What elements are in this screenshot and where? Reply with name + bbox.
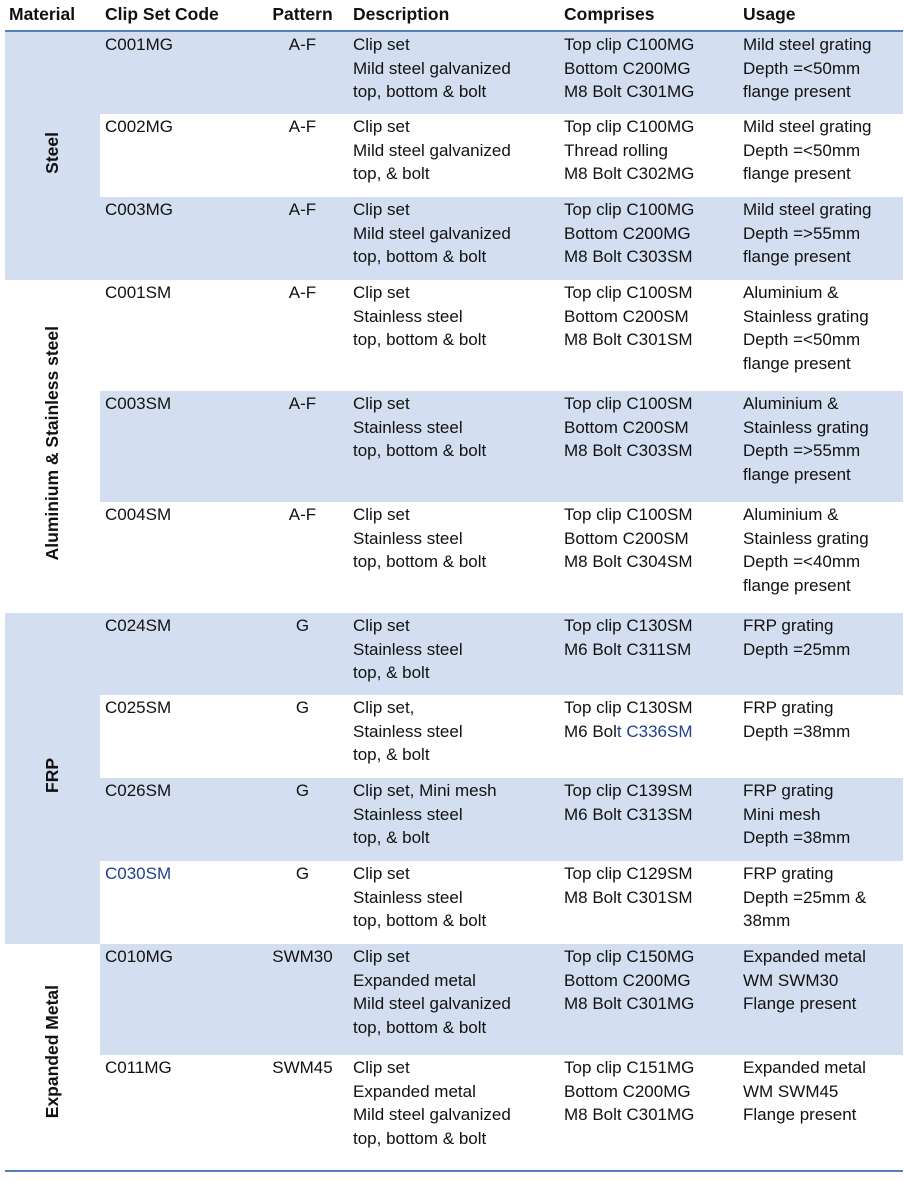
comprises-line: Top clip C130SM [564,616,693,635]
table-row [5,861,903,944]
table-row [5,391,903,502]
code-cell: C024SM [100,613,257,695]
description-line: top, & bolt [353,164,430,184]
pattern-cell: G [257,778,348,861]
comprises-line: Bottom C200MG [564,58,691,78]
description-line: top, & bolt [353,745,430,765]
comprises-cell [559,502,738,613]
description-line: top, & bolt [353,663,430,683]
table-row [5,114,903,197]
usage-cell [738,280,903,391]
material-label: Expanded Metal [41,985,62,1119]
pattern-cell: A-F [288,283,317,302]
comprises-line: Bottom C200MG [564,223,691,243]
pattern-cell: SWM30 [257,944,348,1055]
usage-line: Mild steel grating [743,117,872,136]
comprises-cell [559,391,738,502]
comprises-line: M8 Bolt C304SM [564,552,693,572]
usage-line: Depth =>55mm [743,223,861,243]
code-cell: C030SM [105,864,172,883]
description-line: Clip set [353,864,410,883]
usage-cell [738,114,903,197]
usage-line: WM SWM30 [743,970,839,990]
comprises-line: M8 Bolt C301SM [564,887,693,907]
comprises-cell [559,31,738,114]
usage-cell [738,778,903,861]
description-line: Clip set [353,394,410,413]
comprises-line: Top clip C100SM [564,394,693,413]
usage-line: Expanded metal [743,947,866,966]
usage-line: Expanded metal [743,1058,866,1077]
comprises-line: Bottom C200SM [564,306,689,326]
usage-line: WM SWM45 [743,1081,839,1101]
description-line: Stainless steel [353,528,463,548]
description-line: top, bottom & bolt [353,1017,487,1037]
usage-line: Stainless grating [743,306,869,326]
usage-line: Mild steel grating [743,35,872,54]
code-cell: C002MG [105,117,174,136]
usage-line: Mini mesh [743,804,821,824]
comprises-line: Top clip C130SM [564,698,693,717]
usage-line: Depth =<50mm [743,140,861,160]
usage-cell [738,861,903,944]
code-cell: C003MG [100,197,257,280]
usage-line: flange present [743,247,851,267]
usage-line: Flange present [743,1105,857,1125]
usage-cell [738,31,903,114]
comprises-cell [559,1055,738,1166]
usage-line: Stainless grating [743,528,869,548]
code-cell: C001SM [105,283,172,302]
comprises-cell [559,944,738,1055]
description-cell [348,778,559,861]
comprises-cell [559,695,738,778]
clip-set-table [5,0,903,1166]
usage-line: FRP grating [743,864,834,883]
description-cell [348,197,559,280]
material-cell [5,944,100,1166]
comprises-line: Top clip C100MG [564,200,695,219]
header-pattern: Pattern [257,0,348,31]
usage-line: flange present [743,82,851,102]
code-cell: C011MG [105,1058,172,1077]
usage-line: Depth =<40mm [743,552,861,572]
description-cell [348,861,559,944]
comprises-line: Top clip C129SM [564,864,693,883]
usage-cell [738,197,903,280]
table-row [5,695,903,778]
usage-line: Aluminium & [743,283,839,302]
description-line: Clip set, [353,698,415,717]
header-code: Clip Set Code [100,0,257,31]
table-row [5,502,903,613]
description-line: Clip set [353,283,410,302]
table-row [5,280,903,391]
description-cell [348,114,559,197]
comprises-line: M8 Bolt C302MG [564,164,695,184]
comprises-text-highlight: t C336SM [616,721,693,741]
usage-line: flange present [743,464,851,484]
material-label: Steel [41,131,62,174]
comprises-line: M8 Bolt C303SM [564,247,693,267]
description-line: Clip set [353,1058,410,1077]
comprises-line: M8 Bolt C303SM [564,441,693,461]
description-line: Clip set [353,117,410,136]
comprises-text-plain: M6 Bol [564,721,617,741]
comprises-line: Top clip C100SM [564,505,693,524]
description-cell [348,31,559,114]
material-label: FRP [41,757,62,793]
code-cell: C026SM [100,778,257,861]
usage-cell [738,613,903,695]
description-line: Mild steel galvanized [353,1105,511,1125]
header-description: Description [348,0,559,31]
usage-line: Depth =38mm [743,721,851,741]
comprises-line: M8 Bolt C301MG [564,1105,695,1125]
pattern-cell: SWM45 [272,1058,333,1077]
description-line: Expanded metal [353,970,476,990]
pattern-cell: G [295,864,310,883]
description-cell [348,280,559,391]
material-cell [5,613,100,944]
description-line: Clip set, Mini mesh [353,781,497,800]
comprises-cell [559,280,738,391]
description-line: Clip set [353,616,410,635]
usage-line: Aluminium & [743,394,839,413]
usage-line: Depth =<50mm [743,58,861,78]
description-cell [348,391,559,502]
header-row [5,0,903,31]
usage-line: Mild steel grating [743,200,872,219]
usage-line: FRP grating [743,616,834,635]
description-line: top, bottom & bolt [353,911,487,931]
comprises-line: Bottom C200SM [564,417,689,437]
table-row [5,944,903,1055]
comprises-line: M6 Bolt C313SM [564,804,693,824]
comprises-cell [559,778,738,861]
table-row [5,1055,903,1166]
table-row [5,778,903,861]
description-line: top, bottom & bolt [353,552,487,572]
usage-line: flange present [743,164,851,184]
usage-cell [738,502,903,613]
comprises-cell [559,114,738,197]
code-cell: C010MG [100,944,257,1055]
usage-line: Aluminium & [743,505,839,524]
description-line: Clip set [353,505,410,524]
pattern-cell: A-F [257,197,348,280]
comprises-line: Bottom C200MG [564,970,691,990]
code-cell: C004SM [105,505,172,524]
pattern-cell: A-F [257,391,348,502]
description-cell [348,944,559,1055]
description-line: top, bottom & bolt [353,82,487,102]
comprises-line: Top clip C100MG [564,35,695,54]
description-line: top, bottom & bolt [353,1128,487,1148]
pattern-cell: A-F [288,505,317,524]
description-line: Stainless steel [353,721,463,741]
header-material: Material [5,0,100,31]
description-line: top, bottom & bolt [353,330,487,350]
description-line: Clip set [353,947,410,966]
comprises-line: Top clip C151MG [564,1058,695,1077]
comprises-line: M8 Bolt C301MG [564,82,695,102]
table-row [5,613,903,695]
pattern-cell: A-F [257,31,348,114]
description-line: top, bottom & bolt [353,441,487,461]
usage-cell [738,1055,903,1166]
comprises-line: Top clip C100MG [564,117,695,136]
description-cell [348,695,559,778]
description-line: Stainless steel [353,417,463,437]
comprises-line-split [564,720,738,744]
description-line: Stainless steel [353,804,463,824]
description-line: top, bottom & bolt [353,247,487,267]
usage-line: Depth =25mm [743,639,851,659]
usage-line: Flange present [743,994,857,1014]
comprises-line: Thread rolling [564,140,668,160]
pattern-cell: G [295,698,310,717]
usage-line: Stainless grating [743,417,869,437]
usage-line: flange present [743,575,851,595]
usage-line: FRP grating [743,781,834,800]
comprises-line: M6 Bolt C311SM [564,639,692,659]
description-cell [348,613,559,695]
description-line: Mild steel galvanized [353,994,511,1014]
description-line: Expanded metal [353,1081,476,1101]
comprises-line: Bottom C200MG [564,1081,691,1101]
table-row [5,31,903,114]
usage-line: flange present [743,353,851,373]
comprises-line: Top clip C139SM [564,781,693,800]
comprises-line: Top clip C150MG [564,947,695,966]
usage-line: Depth =>55mm [743,441,861,461]
usage-line: Depth =25mm & [743,887,867,907]
description-line: Stainless steel [353,887,463,907]
pattern-cell: A-F [288,117,317,136]
material-cell [5,31,100,280]
description-cell [348,1055,559,1166]
comprises-cell [559,861,738,944]
description-cell [348,502,559,613]
code-cell: C001MG [100,31,257,114]
header-comprises: Comprises [559,0,738,31]
comprises-line: Bottom C200SM [564,528,689,548]
usage-cell [738,391,903,502]
description-line: top, & bolt [353,828,430,848]
description-line: Stainless steel [353,306,463,326]
description-line: Clip set [353,200,410,219]
comprises-line: Top clip C100SM [564,283,693,302]
usage-line: Depth =<50mm [743,330,861,350]
description-line: Stainless steel [353,639,463,659]
description-line: Mild steel galvanized [353,223,511,243]
comprises-cell [559,613,738,695]
table-bottom-rule [5,1170,903,1172]
description-line: Clip set [353,35,410,54]
code-cell: C025SM [105,698,172,717]
table-row [5,197,903,280]
pattern-cell: G [257,613,348,695]
comprises-line: M8 Bolt C301MG [564,994,695,1014]
description-line: Mild steel galvanized [353,140,511,160]
header-usage: Usage [738,0,903,31]
comprises-cell [559,197,738,280]
usage-cell [738,695,903,778]
usage-line: Depth =38mm [743,828,851,848]
material-label: Aluminium & Stainless steel [41,326,62,561]
comprises-line: M8 Bolt C301SM [564,330,693,350]
usage-line: FRP grating [743,698,834,717]
usage-line: 38mm [743,911,791,931]
usage-cell [738,944,903,1055]
material-cell [5,280,100,613]
description-line: Mild steel galvanized [353,58,511,78]
code-cell: C003SM [100,391,257,502]
